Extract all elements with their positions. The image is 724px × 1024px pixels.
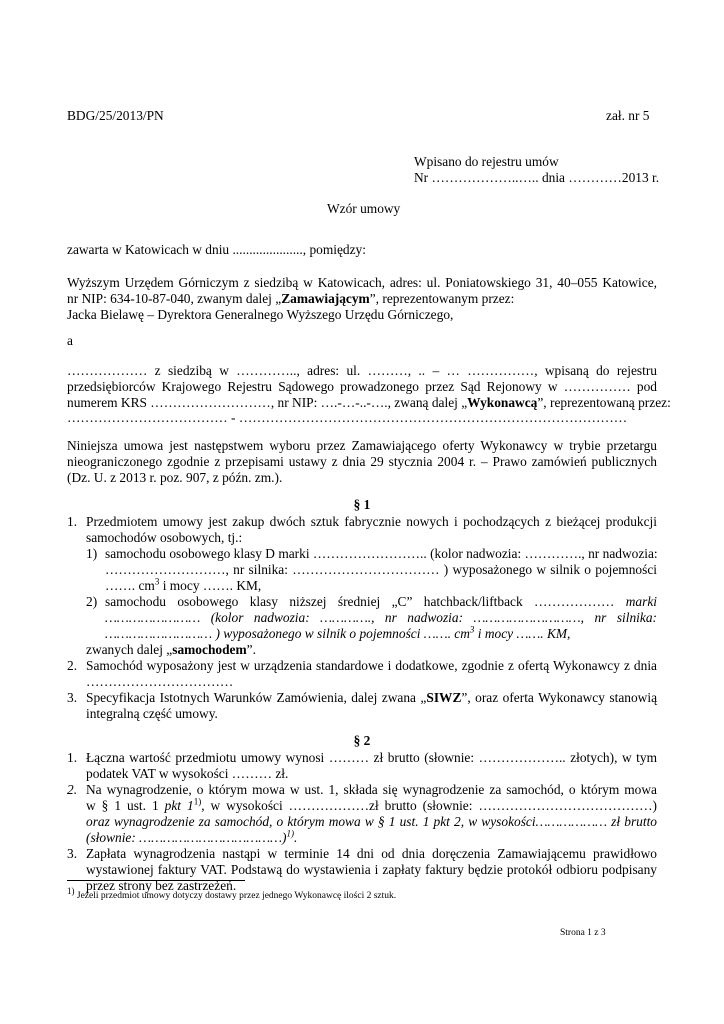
item-line: …………………… (kolor nadwozia: …………., nr nadwozia: ………………………, nr silnika: xyxy=(105,610,657,625)
paragraph-line: Samochód wyposażony jest w urządzenia standardowe i dodatkowe, zgodnie z ofertą Wykonawcy z dnia xyxy=(86,658,657,673)
paragraph-line: (słownie: ………………………………)$^{1)}$. xyxy=(86,828,298,845)
item-line: ………………………, nr silnika: …………………………… ) wyposażonego w silnik o pojemności xyxy=(105,562,657,577)
paragraph-line: …………………………… xyxy=(86,674,234,689)
paragraph-line: Przedmiotem umowy jest zakup dwóch sztuk fabrycznie nowych i pochodzących z bieżącej produkcji xyxy=(86,514,657,529)
paragraph-line: Łączna wartość przedmiotu umowy wynosi ……… zł brutto (słownie: ……………….. złotych), w tym xyxy=(86,750,657,765)
paragraph-line: przez strony bez zastrzeżeń. xyxy=(86,878,237,893)
preamble-line: nieograniczonego zgodnie z przepisami ustawy z dnia 29 stycznia 2004 r. – Prawo zamówień publicznych xyxy=(67,454,657,469)
registry-label: Wpisano do rejestru umów xyxy=(414,154,559,169)
paragraph-number: 2. xyxy=(67,658,78,673)
party-ordering-line: Jacka Bielawę – Dyrektora Generalnego Wyższego Urzędu Górniczego, xyxy=(67,307,454,322)
section-1-heading: § 1 xyxy=(353,497,371,512)
attachment-number: zał. nr 5 xyxy=(606,108,650,123)
paragraph-line: oraz wynagrodzenie za samochód, o którym mowa w § 1 ust. 1 pkt 2, w wysokości……………… zł brutto xyxy=(86,814,657,829)
item-number: 1) xyxy=(86,546,98,561)
paragraph-line: samochodów osobowych, tj.: xyxy=(86,530,243,545)
party-contractor-line: przedsiębiorców Krajowego Rejestru Sądowego prowadzonego przez Sąd Rejonowy w …………… pod xyxy=(67,379,657,394)
footnote-divider xyxy=(67,880,245,881)
paragraph-line: Specyfikacja Istotnych Warunków Zamówienia, dalej zwana „SIWZ”, oraz oferta Wykonawcy stanowią xyxy=(86,690,658,705)
item-line: samochodu osobowego klasy D marki …………………….. (kolor nadwozia: …………., nr nadwozia: xyxy=(105,546,658,561)
preamble-line: (Dz. U. z 2013 r. poz. 907, z późn. zm.). xyxy=(67,470,283,485)
registry-number: Nr ………………..….. dnia …………2013 r. xyxy=(414,170,660,185)
page-number: Strona 1 z 3 xyxy=(560,928,606,938)
paragraph-number: 2. xyxy=(67,782,78,797)
item-line: zwanych dalej „samochodem”. xyxy=(86,642,256,657)
preamble-line: Niniejsza umowa jest następstwem wyboru przez Zamawiającego oferty Wykonawcy w trybie przetargu xyxy=(67,438,657,453)
party-contractor-line: ……………… z siedzibą w ………….., adres: ul. ………, .. – … ……………, wpisaną do rejestru xyxy=(67,363,657,378)
footnote: $^{1)}$ Jeżeli przedmiot umowy dotyczy dostawy przez jednego Wykonawcę ilości 2 sztuk. xyxy=(67,885,397,901)
item-line: ……. $cm^3$ i mocy ……. KM, xyxy=(105,576,262,593)
party-ordering-line: nr NIP: 634-10-87-040, zwanym dalej „Zamawiającym”, reprezentowanym przez: xyxy=(67,291,515,306)
conjunction: a xyxy=(67,333,73,348)
paragraph-line: podatek VAT w wysokości ……… zł. xyxy=(86,766,289,781)
page-title: Wzór umowy xyxy=(327,201,401,216)
paragraph-number: 3. xyxy=(67,690,78,705)
item-line: ……………………… ) wyposażonego w silnik o pojemności ……. $cm^3$ i mocy ……. KM, xyxy=(105,624,571,641)
section-2-heading: § 2 xyxy=(353,733,371,748)
paragraph-line: wystawionej faktury VAT. Podstawą do wystawienia i zapłaty faktury będzie protokół odbioru podpisany xyxy=(86,862,657,877)
party-contractor-line: numerem KRS ………………………, nr NIP: ….-…-..-…., zwaną dalej „Wykonawcą”, reprezentowaną przez: xyxy=(67,395,671,410)
paragraph-line: Na wynagrodzenie, o którym mowa w ust. 1, składa się wynagrodzenie za samochód, o którym mowa xyxy=(86,782,657,797)
contract-intro: zawarta w Katowicach w dniu ....................., pomiędzy: xyxy=(67,242,366,257)
party-ordering-line: Wyższym Urzędem Górniczym z siedzibą w Katowicach, adres: ul. Poniatowskiego 31, 40–055 Katowice, xyxy=(67,275,657,290)
party-contractor-line: ……………………………… - …………………………………………………………………………… xyxy=(67,410,628,425)
paragraph-number: 3. xyxy=(67,846,78,861)
paragraph-number: 1. xyxy=(67,514,78,529)
document-reference: BDG/25/2013/PN xyxy=(67,108,164,123)
paragraph-number: 1. xyxy=(67,750,78,765)
item-number: 2) xyxy=(86,594,98,609)
paragraph-line: w § 1 ust. 1 pkt 1$^{1)}$, w wysokości ………………zł brutto (słownie: …………………………………) xyxy=(86,796,657,813)
paragraph-line: integralną część umowy. xyxy=(86,706,218,721)
item-line: samochodu osobowego klasy niższej średniej „C” hatchback/liftback ……………… marki xyxy=(105,594,657,609)
paragraph-line: Zapłata wynagrodzenia nastąpi w terminie 14 dni od dnia doręczenia Zamawiającemu prawidłowo xyxy=(86,846,657,861)
